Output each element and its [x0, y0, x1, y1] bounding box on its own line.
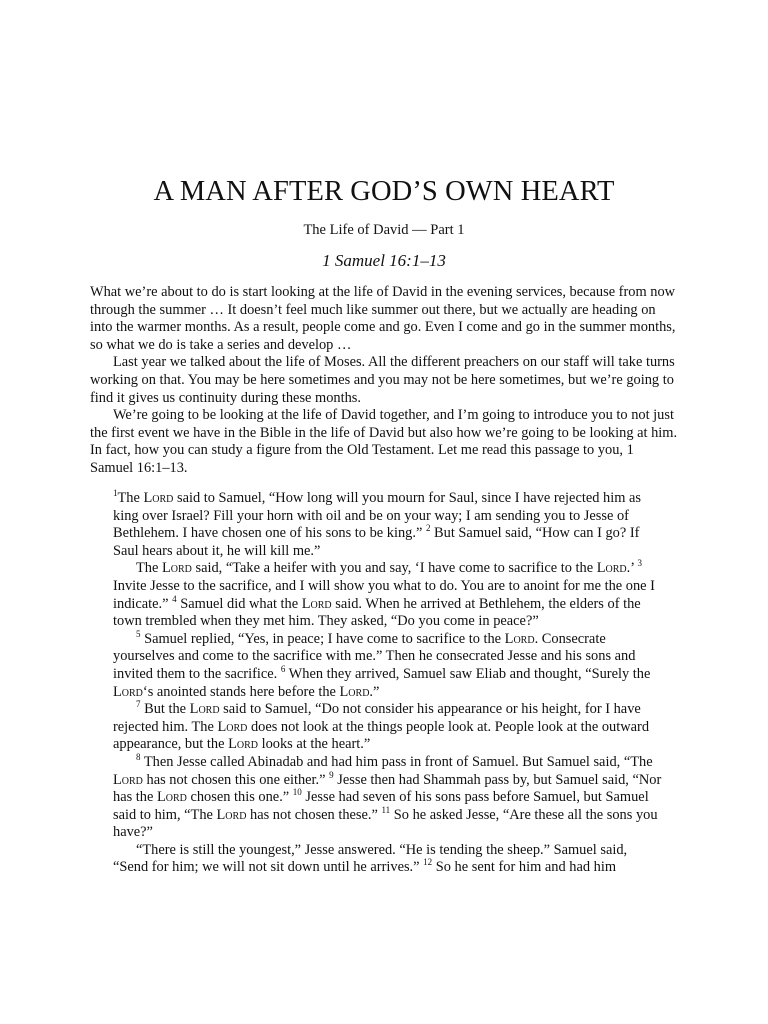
intro-paragraph-1: What we’re about to do is start looking at the life of David in the evening services, because from now through the summer … It doesn’t feel much like summer out there, but we actually are heading on into the warmer months. As a result, people come and go. Even I come and go in the summer months, so what we do is take a series and develop … [90, 284, 676, 353]
divine-name: Lord [596, 560, 627, 577]
verse-text: does not look at the things people look at. People look at the outward appearance, but the [113, 718, 650, 753]
verse-text: looks at the heart.” [257, 736, 371, 753]
verse-number: 7 [136, 699, 141, 710]
page-subtitle: The Life of David — Part 1 [303, 222, 465, 238]
verse-number: 2 [425, 523, 431, 534]
verse-text: ‘s anointed stands here before the [142, 683, 340, 700]
scripture-paragraph [113, 842, 665, 877]
scripture-passage [113, 490, 665, 877]
verse-text: said to Samuel, “Do not consider his appearance or his height, for I have rejected him. The [113, 701, 641, 735]
divine-name: Lord [504, 630, 535, 647]
verse-text: .” [369, 683, 380, 700]
scripture-paragraph [113, 701, 665, 754]
verse-text: “There is still the youngest,” Jesse answered. “He is tending the sheep.” Samuel said, “Send for him; we will not sit down until he arrives.” [113, 841, 628, 876]
verse-text: The [136, 560, 162, 577]
verse-number: 6 [280, 664, 286, 675]
divine-name: Lord [301, 595, 332, 612]
verse-text: said. When he arrived at Bethlehem, the elders of the town trembled when they met him. They asked, “Do you come in peace?” [113, 595, 641, 630]
scripture-paragraph [113, 628, 665, 701]
intro-paragraph-3: We’re going to be looking at the life of David together, and I’m going to introduce you to not just the first event we have in the Bible in the life of David but also how we’re going to be looking at him. In fact, how you can study a figure from the Old Testament. Let me read this passage to you, 1 Samuel 16:1–13. [90, 407, 678, 476]
divine-name: Lord [339, 683, 370, 700]
verse-text: Invite Jesse to the sacrifice, and I will show you what to do. You are to anoint for me the one I indicate.” [113, 577, 655, 612]
verse-number: 5 [136, 628, 141, 639]
divine-name: Lord [113, 771, 143, 788]
divine-name: Lord [216, 806, 247, 823]
verse-text: .’ [626, 560, 638, 577]
verse-text: . Consecrate yourselves and come to the sacrifice with me.” Then he consecrated Jesse and his sons and invited them to the sacrifice. [113, 630, 636, 682]
divine-name: Lord [217, 718, 248, 735]
verse-text: has not chosen this one either.” [142, 771, 330, 788]
page-title: A MAN AFTER GOD’S OWN HEART [153, 176, 615, 207]
divine-name: Lord [189, 701, 220, 718]
verse-number: 1 [113, 488, 118, 499]
verse-text: has not chosen these.” [246, 806, 382, 823]
verse-text: But Samuel said, “How can I go? If Saul hears about it, he will kill me.” [113, 525, 640, 559]
divine-name: Lord [156, 789, 187, 806]
verse-number: 12 [423, 857, 433, 868]
verse-number: 10 [292, 787, 302, 798]
scripture-paragraph [113, 490, 665, 560]
verse-number: 4 [172, 593, 177, 604]
verse-text: Jesse then had Shammah pass by, but Samuel said, “Nor has the [113, 771, 662, 806]
verse-number: 11 [381, 804, 391, 815]
verse-number: 8 [136, 752, 141, 763]
verse-text: said to Samuel, “How long will you mourn for Saul, since I have rejected him as king over Israel? Fill your horn with oil and be on your way; I am sending you to Jesse of Bethlehem. I have chosen one of his sons to be king.” [113, 490, 641, 542]
verse-text: The [117, 490, 144, 506]
divine-name: Lord [143, 490, 174, 506]
divine-name: Lord [228, 736, 258, 753]
intro-paragraph-2: Last year we talked about the life of Moses. All the different preachers on our staff will take turns working on that. You may be here sometimes and you may not be here sometimes, but we’re going to find it gives us continuity during these months. [90, 354, 675, 406]
verse-text: Samuel did what the [176, 595, 302, 612]
divine-name: Lord [113, 683, 143, 700]
verse-text: When they arrived, Samuel saw Eliab and thought, “Surely the [285, 665, 651, 682]
verse-text: So he sent for him and had him [432, 859, 617, 876]
divine-name: Lord [161, 560, 192, 577]
scripture-reference: 1 Samuel 16:1–13 [322, 251, 446, 270]
sermon-intro [90, 284, 680, 478]
verse-number: 9 [329, 769, 334, 780]
scripture-paragraph [113, 560, 665, 630]
verse-text: But the [140, 701, 190, 718]
verse-text: Then Jesse called Abinadab and had him pass in front of Samuel. But Samuel said, “The [140, 753, 653, 770]
verse-text: chosen this one.” [186, 789, 293, 806]
verse-text: So he asked Jesse, “Are these all the sons you have?” [113, 806, 658, 841]
verse-text: said, “Take a heifer with you and say, ‘I have come to sacrifice to the [191, 560, 597, 577]
verse-text: Samuel replied, “Yes, in peace; I have come to sacrifice to the [140, 630, 505, 647]
scripture-paragraph [113, 754, 665, 842]
verse-number: 3 [637, 558, 643, 569]
verse-text: Jesse had seven of his sons pass before Samuel, but Samuel said to him, “The [113, 789, 649, 823]
